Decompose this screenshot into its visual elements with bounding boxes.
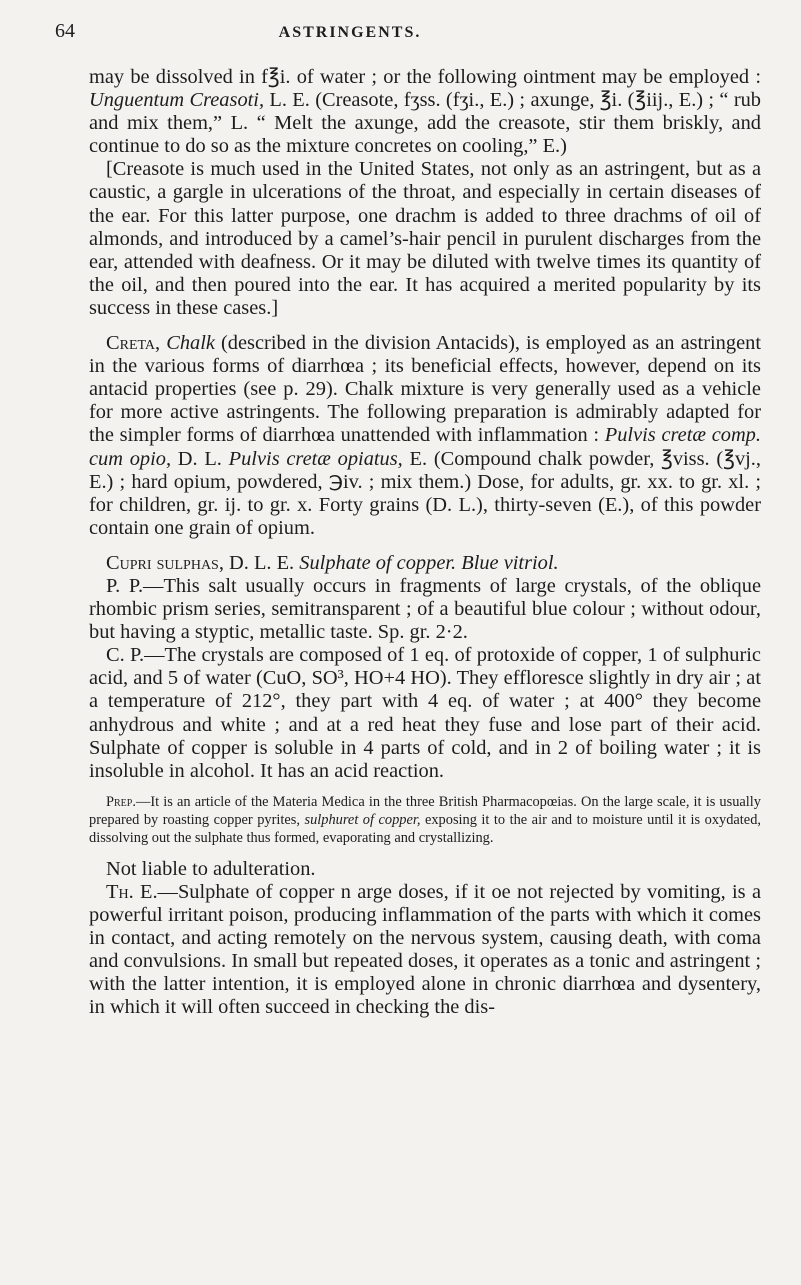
small-caps-term: Creta, [106, 332, 161, 355]
small-caps-term: Prep. [106, 793, 136, 810]
text-run: E.—Sulphate of copper n arge doses, if it oe not rejected by vomiting, is a powerful irritant poison, producing inflammation of the parts with which it comes in contact, and acting remotely on the nervous system, causing death, with coma and convulsions. In small but repeated doses, it operates as a tonic and astringent ; with the latter intention, it is employed alone in chronic diarrhœa and dysentery, in which it will often succeed in checking the dis- [89, 880, 761, 1019]
text-run: Not liable to adulteration. [106, 857, 316, 880]
running-head: ASTRINGENTS. [278, 24, 422, 41]
italic-term: Chalk [166, 332, 215, 355]
paragraph-chemical-properties [89, 644, 761, 783]
body-text [89, 66, 761, 1019]
paragraph-cupri-sulphas-heading [89, 552, 761, 575]
paragraph-preparation-note [89, 793, 761, 848]
text-run: [Creasote is much used in the United States, not only as an astringent, but as a caustic, a gargle in ulcerations of the throat, and especially in certain diseases of the ear. For this latter purpose, one drachm is added to three drachms of oil of almonds, and introduced by a camel’s-hair pencil in purulent discharges from the ear, attended with deafness. Or it may be diluted with twelve times its quantity of the oil, and then poured into the ear. It has acquired a merited popularity by its success in these cases.] [89, 158, 761, 319]
text-run: C. P.—The crystals are composed of 1 eq. of protoxide of copper, 1 of sulphuric acid, and 5 of water (CuO, SO³, HO+4 HO). They effloresce slightly in dry air ; at a temperature of 212°, they part with 4 eq. of water ; at 400° they become anhydrous and white ; and at a red heat they fuse and lose part of their acid. Sulphate of copper is soluble in 4 parts of cold, and in 2 of boiling water ; it is insoluble in alcohol. It has an acid reaction. [89, 644, 761, 782]
paragraph-creta [89, 332, 761, 540]
paragraph-adulteration [89, 858, 761, 881]
text-run: P. P.—This salt usually occurs in fragments of large crystals, of the oblique rhombic prism series, semitransparent ; of a beautiful blue colour ; without odour, but having a styptic, metallic taste. Sp. gr. 2·2. [89, 574, 761, 644]
paragraph-unguentum-creasoti [89, 66, 761, 158]
italic-term: Pulvis cretæ comp. cum opio, [89, 424, 761, 470]
small-caps-term: Cupri sulphas, [106, 551, 224, 574]
italic-term: Pulvis cretæ opiatus, [228, 447, 403, 470]
text-run: exposing it to the air and to moisture until it is oxydated, dissolving out the sulphate thus formed, evaporating and crystallizing. [89, 812, 761, 847]
paragraph-creasote-us-note [89, 158, 761, 320]
text-run: E. (Compound chalk powder, ℥viss. (℥vj., E.) ; hard opium, powdered, ℈iv. ; mix them.) Dose, for adults, gr. xx. to gr. xl. ; for children, gr. ij. to gr. x. Forty grains (D. L.), thirty-seven (E.), of this powder contain one grain of opium. [89, 447, 762, 539]
text-run: D. L. [171, 447, 229, 470]
text-run: D. L. E. [223, 551, 300, 574]
small-caps-term: Th. [106, 880, 134, 903]
paragraph-physical-properties [89, 575, 761, 644]
italic-term: Unguentum Creasoti, [89, 89, 265, 112]
paragraph-therapeutic-effects [89, 881, 761, 1020]
text-run: —It is an article of the Materia Medica in the three British Pharmacopœias. On the large scale, it is usually prepared by roasting copper pyrites, [89, 793, 761, 829]
text-run: may be dissolved in f℥i. of water ; or the following ointment may be employed : [89, 66, 761, 88]
italic-term: sulphuret of copper, [304, 812, 421, 829]
page-number: 64 [55, 20, 75, 42]
text-run: (described in the division Antacids), is employed as an astringent in the various forms of diarrhœa ; its beneficial effects, however, depend on its antacid properties (see p. 29). Chalk mixture is very generally used as a vehicle for more active astringents. The following preparation is admirably adapted for the simpler forms of diarrhœa unattended with inflammation : [89, 332, 761, 447]
page-header [55, 20, 761, 50]
italic-term: Sulphate of copper. Blue vitriol. [299, 551, 559, 574]
text-run: L. E. (Creasote, fʒss. (fʒi., E.) ; axunge, ℥i. (℥iij., E.) ; “ rub and mix them,” L. “ Melt the axunge, add the creasote, stir them briskly, and continue to do so as the mixture concretes on cooling,” E.) [89, 89, 762, 158]
